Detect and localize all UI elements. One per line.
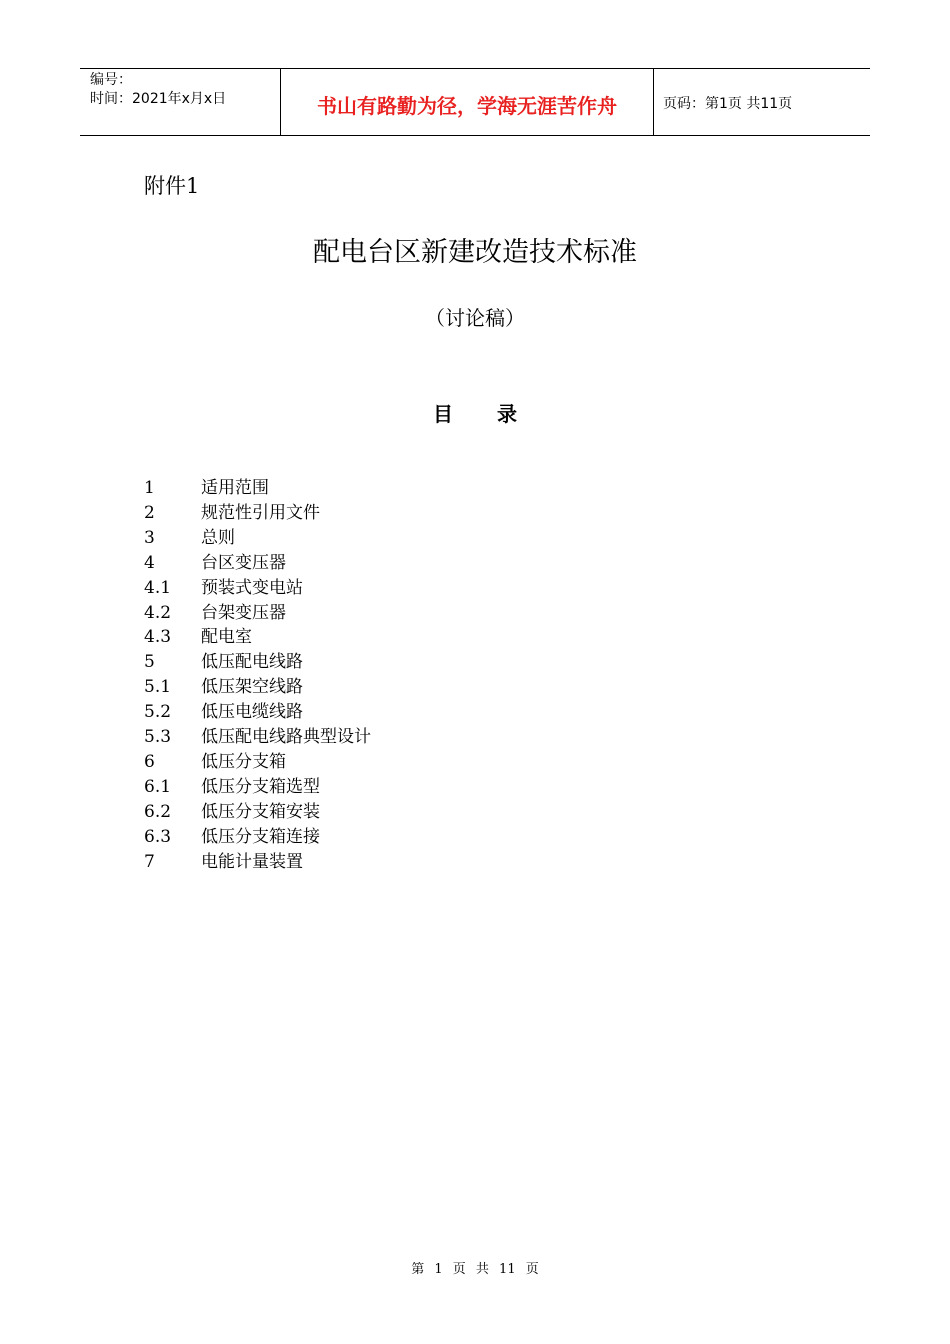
- document-title: 配电台区新建改造技术标准: [313, 237, 637, 268]
- toc-item-label: 低压架空线路: [201, 677, 303, 698]
- toc-item[interactable]: [144, 501, 371, 526]
- toc-item-number: 5: [144, 652, 155, 673]
- toc-item-number: 3: [144, 527, 155, 548]
- toc-item-number: 6.2: [144, 801, 172, 822]
- toc-item-number: 6.3: [144, 826, 172, 847]
- document-subtitle: （讨论稿）: [425, 306, 525, 330]
- toc-item[interactable]: [144, 750, 371, 775]
- toc-item[interactable]: [144, 850, 371, 875]
- header-meta: [80, 69, 281, 135]
- toc-item[interactable]: [144, 825, 371, 850]
- header-motto: 书山有路勤为径，学海无涯苦作舟: [281, 69, 654, 135]
- toc-item-number: 2: [144, 502, 155, 523]
- toc-item-label: 低压分支箱连接: [201, 826, 320, 847]
- toc-item-number: 1: [144, 478, 155, 498]
- toc-item-number: 4: [144, 552, 155, 573]
- toc-item-label: 预装式变电站: [201, 577, 303, 598]
- toc-item[interactable]: [144, 551, 371, 576]
- toc-item[interactable]: [144, 700, 371, 725]
- time-label: 时间：2021年x月x日: [90, 91, 227, 107]
- toc-item-number: 5.1: [144, 677, 172, 698]
- toc-item-number: 5.3: [144, 727, 172, 748]
- toc-item-number: 5.2: [144, 702, 172, 723]
- toc-item-number: 4.2: [144, 602, 172, 623]
- toc-item-label: 电能计量装置: [201, 851, 303, 872]
- annex-label: 附件1: [144, 174, 200, 198]
- header-page-info: 页码：第1页 共11页: [663, 95, 793, 112]
- toc-item[interactable]: [144, 476, 371, 501]
- page-footer: 第 1 页 共 11 页: [411, 1262, 539, 1277]
- table-of-contents: [144, 476, 371, 875]
- toc-item[interactable]: [144, 625, 371, 650]
- page-header: [80, 68, 870, 136]
- toc-item-number: 4.3: [144, 627, 172, 648]
- toc-item-label: 规范性引用文件: [201, 502, 320, 523]
- toc-item-label: 台架变压器: [201, 602, 286, 623]
- toc-item-label: 总则: [201, 527, 235, 548]
- toc-item-label: 适用范围: [201, 478, 269, 498]
- toc-item-label: 配电室: [201, 627, 252, 648]
- toc-item[interactable]: [144, 650, 371, 675]
- toc-item[interactable]: [144, 775, 371, 800]
- toc-item-label: 台区变压器: [201, 552, 286, 573]
- serial-label: 编号：: [90, 72, 132, 88]
- toc-item[interactable]: [144, 526, 371, 551]
- toc-heading: 目录: [433, 402, 561, 426]
- toc-item-number: 7: [144, 851, 155, 872]
- toc-item[interactable]: [144, 800, 371, 825]
- toc-item-label: 低压配电线路: [201, 652, 303, 673]
- toc-item-number: 6.1: [144, 776, 172, 797]
- toc-item-label: 低压电缆线路: [201, 702, 303, 723]
- toc-item[interactable]: [144, 576, 371, 601]
- toc-item[interactable]: [144, 601, 371, 626]
- toc-item-label: 低压分支箱: [201, 751, 286, 772]
- toc-item-label: 低压分支箱选型: [201, 776, 320, 797]
- toc-item-number: 6: [144, 751, 155, 772]
- toc-item-number: 4.1: [144, 577, 172, 598]
- toc-item-label: 低压配电线路典型设计: [201, 727, 371, 748]
- toc-item[interactable]: [144, 675, 371, 700]
- toc-item[interactable]: [144, 725, 371, 750]
- toc-item-label: 低压分支箱安装: [201, 801, 320, 822]
